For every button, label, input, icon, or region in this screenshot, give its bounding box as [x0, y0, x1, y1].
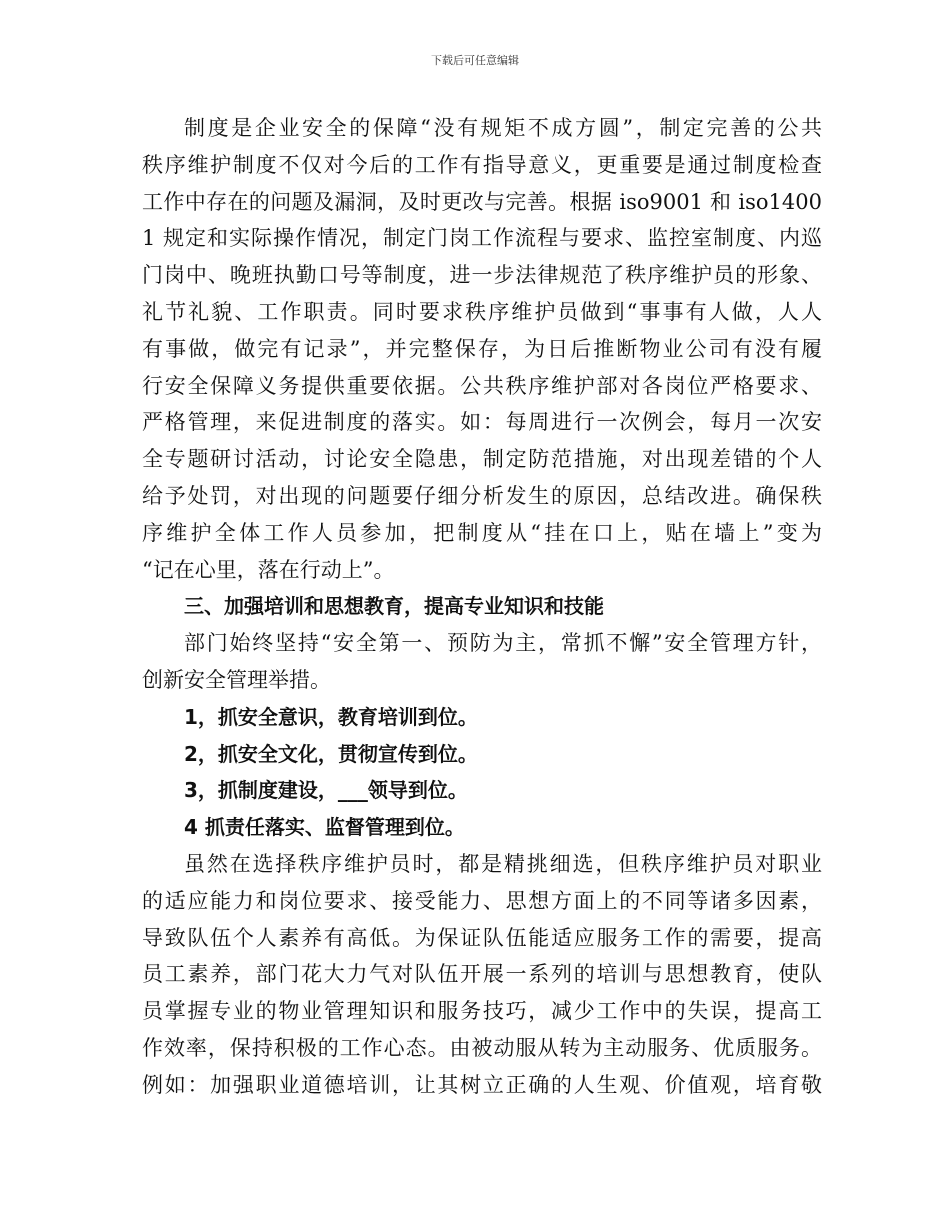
paragraph-line: 制度是企业安全的保障“没有规矩不成方圆”，制定完善的公共 [184, 116, 822, 140]
paragraph-line: 部门始终坚持“安全第一、预防为主，常抓不懈”安全管理方针， [184, 631, 822, 656]
paragraph-line: 作效率，保持积极的工作心态。由被动服从转为主动服务、优质服务。 [142, 1035, 822, 1060]
paragraph-line: 的适应能力和岗位要求、接受能力、思想方面上的不同等诸多因素， [142, 888, 822, 913]
paragraph-line: 1 规定和实际操作情况，制定门岗工作流程与要求、监控室制度、内巡 [142, 226, 822, 251]
paragraph-line: 行安全保障义务提供重要依据。公共秩序维护部对各岗位严格要求、 [142, 373, 822, 398]
paragraph-line: 门岗中、晚班执勤口号等制度，进一步法律规范了秩序维护员的形象、 [142, 263, 822, 288]
paragraph-line: 给予处罚，对出现的问题要仔细分析发生的原因，总结改进。确保秩 [142, 483, 822, 508]
page-header: 下载后可任意编辑 [431, 54, 519, 67]
paragraph-line: “记在心里，落在行动上”。 [142, 557, 395, 582]
paragraph-line: 序维护全体工作人员参加，把制度从“挂在口上，贴在墙上”变为 [142, 520, 822, 545]
section-heading-line: 4 抓责任落实、监督管理到位。 [184, 815, 465, 840]
section-heading-line: 3，抓制度建设，___领导到位。 [184, 778, 468, 803]
paragraph-line: 秩序维护制度不仅对今后的工作有指导意义，更重要是通过制度检查 [142, 152, 822, 177]
paragraph-line: 创新安全管理举措。 [142, 667, 331, 692]
paragraph-line: 例如：加强职业道德培训，让其树立正确的人生观、价值观，培育敬 [142, 1072, 822, 1097]
paragraph-line: 全专题研讨活动，讨论安全隐患，制定防范措施，对出现差错的个人 [142, 447, 822, 472]
paragraph-line: 工作中存在的问题及漏洞，及时更改与完善。根据 iso9001 和 iso1400 [142, 189, 822, 214]
paragraph-line: 礼节礼貌、工作职责。同时要求秩序维护员做到“事事有人做，人人 [142, 299, 822, 324]
paragraph-line: 员工素养，部门花大力气对队伍开展一系列的培训与思想教育，使队 [142, 962, 822, 987]
section-heading-line: 三、加强培训和思想教育，提高专业知识和技能 [184, 594, 604, 619]
paragraph-line: 有事做，做完有记录”，并完整保存，为日后推断物业公司有没有履 [142, 336, 822, 361]
section-heading-line: 1，抓安全意识，教育培训到位。 [184, 704, 478, 729]
paragraph-line: 虽然在选择秩序维护员时，都是精挑细选，但秩序维护员对职业 [184, 851, 822, 876]
paragraph-line: 严格管理，来促进制度的落实。如：每周进行一次例会，每月一次安 [142, 410, 822, 435]
document-body [142, 110, 822, 1104]
paragraph-line: 导致队伍个人素养有高低。为保证队伍能适应服务工作的需要，提高 [142, 925, 822, 950]
paragraph-line: 员掌握专业的物业管理知识和服务技巧，减少工作中的失误，提高工 [142, 999, 822, 1024]
section-heading-line: 2，抓安全文化，贯彻宣传到位。 [184, 741, 478, 766]
